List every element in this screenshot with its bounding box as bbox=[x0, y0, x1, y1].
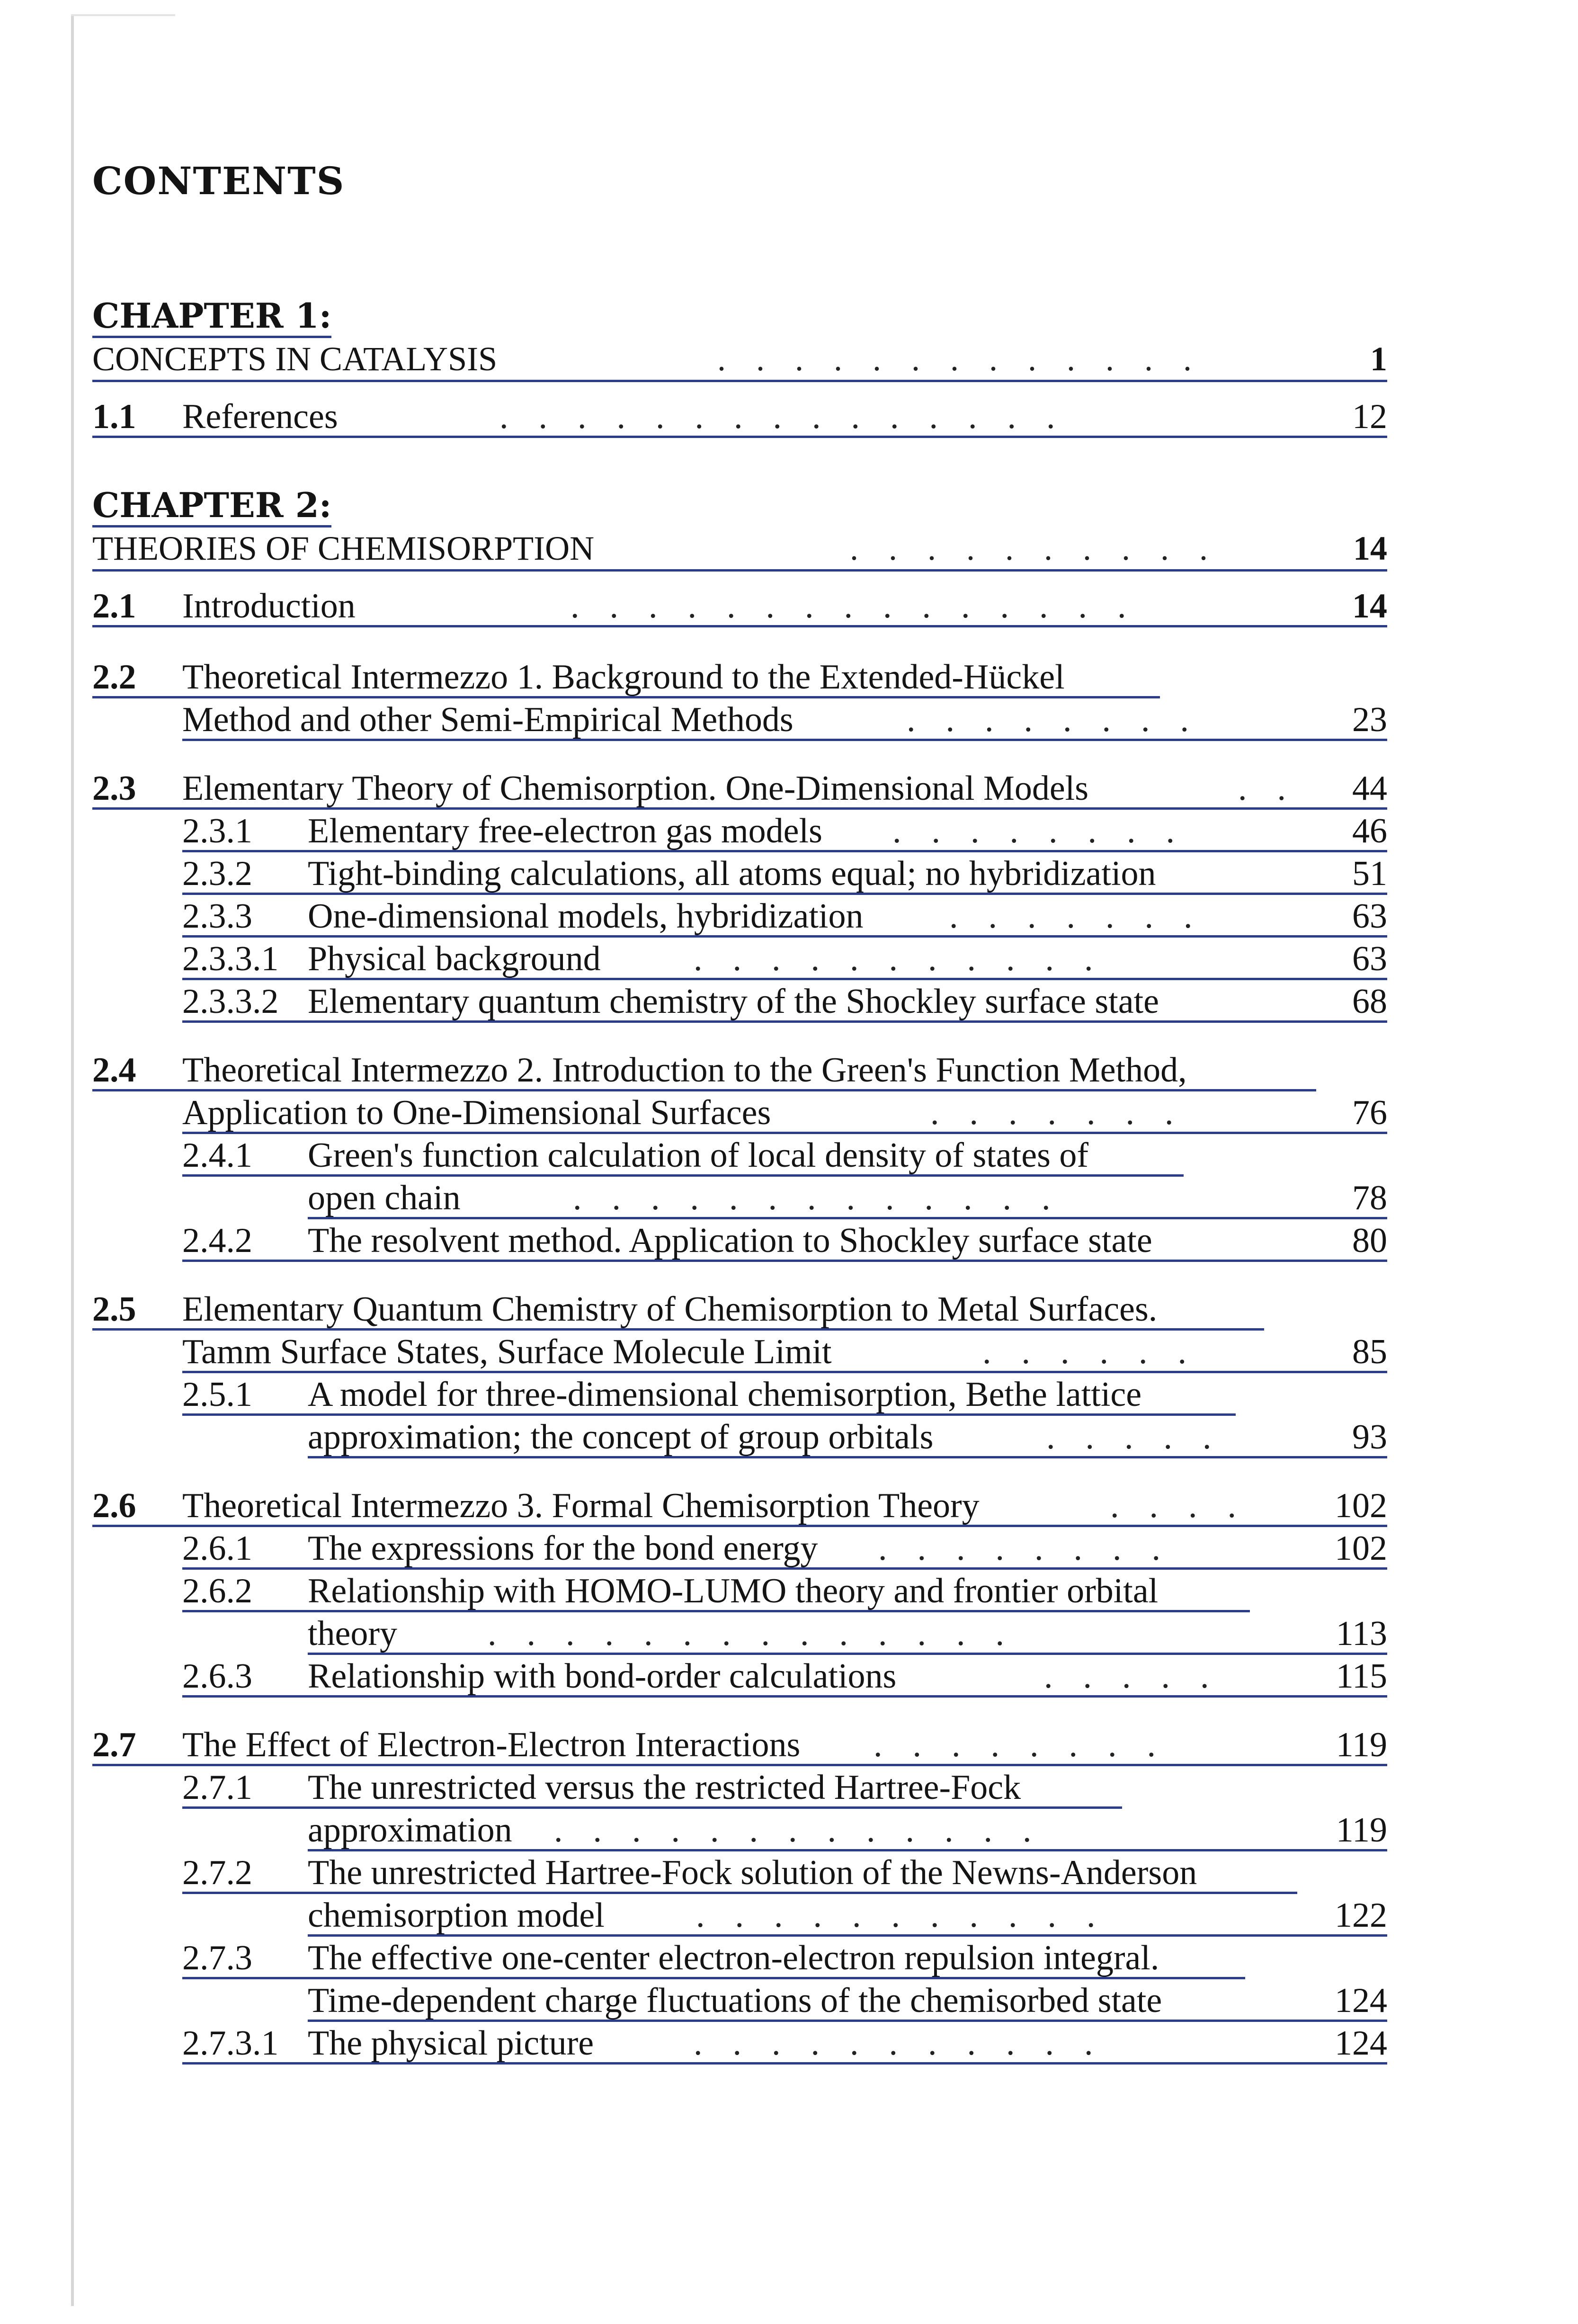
entry-number: 2.2 bbox=[92, 658, 136, 697]
toc-entry-2-6-3[interactable] bbox=[182, 1655, 1387, 1698]
entry-page: 85 bbox=[1352, 1332, 1387, 1371]
entry-page: 102 bbox=[1335, 1486, 1387, 1525]
leader-dots: ........ bbox=[874, 1725, 1186, 1764]
entry-title: Time-dependent charge fluctuations of the chemisorbed state bbox=[308, 1981, 1162, 2020]
entry-number: 2.7.1 bbox=[182, 1768, 252, 1807]
leader-dots: ........... bbox=[696, 1896, 1126, 1935]
entry-title: Tight-binding calculations, all atoms equal; no hybridization bbox=[308, 854, 1156, 893]
entry-number: 2.4.2 bbox=[182, 1221, 252, 1260]
leader-dots: ............. bbox=[573, 1179, 1081, 1217]
chapter-1-page: 1 bbox=[1370, 340, 1387, 378]
entry-title: Green's function calculation of local density of states of bbox=[308, 1136, 1089, 1175]
entry-page: 122 bbox=[1335, 1896, 1387, 1935]
leader-dots: ........ bbox=[878, 1529, 1191, 1568]
leader-dots: ............... bbox=[571, 587, 1157, 626]
entry-title: Introduction bbox=[182, 587, 356, 626]
entry-title: Relationship with bond-order calculations bbox=[308, 1657, 897, 1696]
toc-entry-2-7-3-1[interactable] bbox=[182, 2022, 1387, 2065]
chapter-1-entry[interactable] bbox=[92, 338, 1387, 382]
leader-dots: .............. bbox=[488, 1614, 1034, 1653]
toc-entry-2-4-cont[interactable] bbox=[182, 1091, 1387, 1134]
entry-title: Theoretical Intermezzo 2. Introduction to the Green's Function Method, bbox=[182, 1051, 1187, 1090]
entry-title: Application to One-Dimensional Surfaces bbox=[182, 1093, 771, 1132]
entry-number: 2.5.1 bbox=[182, 1375, 252, 1414]
entry-title: Physical background bbox=[308, 939, 601, 978]
toc-entry-2-7-2[interactable] bbox=[182, 1851, 1297, 1894]
toc-entry-2-7[interactable] bbox=[92, 1724, 1387, 1766]
page-margin-rule bbox=[71, 14, 74, 2306]
toc-entry-2-7-3-cont[interactable] bbox=[308, 1979, 1387, 2022]
entry-page: 113 bbox=[1336, 1614, 1387, 1653]
entry-title: approximation bbox=[308, 1811, 512, 1850]
entry-title: The physical picture bbox=[308, 2024, 594, 2063]
leader-dots: ..... bbox=[1044, 1657, 1239, 1696]
entry-page: 119 bbox=[1336, 1811, 1387, 1850]
entry-title: open chain bbox=[308, 1179, 461, 1217]
entry-page: 44 bbox=[1352, 769, 1387, 808]
entry-number: 2.4 bbox=[92, 1051, 136, 1090]
toc-entry-2-5-cont[interactable] bbox=[182, 1331, 1387, 1373]
entry-page: 14 bbox=[1352, 587, 1387, 626]
leader-dots: .......... bbox=[850, 529, 1238, 567]
entry-title: Elementary quantum chemistry of the Shockley surface state bbox=[308, 982, 1159, 1021]
page-title: CONTENTS bbox=[92, 159, 345, 203]
leader-dots: ........... bbox=[694, 939, 1123, 978]
entry-title: References bbox=[182, 397, 338, 436]
chapter-1-title: CONCEPTS IN CATALYSIS bbox=[92, 340, 498, 378]
entry-page: 12 bbox=[1352, 397, 1387, 436]
entry-title: The unrestricted versus the restricted Hartree-Fock bbox=[308, 1768, 1021, 1807]
toc-entry-2-7-1[interactable] bbox=[182, 1766, 1122, 1809]
chapter-2-title: THEORIES OF CHEMISORPTION bbox=[92, 529, 595, 567]
toc-entry-2-7-3[interactable] bbox=[182, 1937, 1245, 1979]
entry-page: 68 bbox=[1352, 982, 1387, 1021]
leader-dots: ...... bbox=[982, 1332, 1217, 1371]
toc-entry-2-4-1-cont[interactable] bbox=[308, 1177, 1387, 1219]
entry-number: 2.3.3.2 bbox=[182, 982, 279, 1021]
leader-dots: .. bbox=[1238, 769, 1316, 808]
entry-title: chemisorption model bbox=[308, 1896, 605, 1935]
entry-number: 2.6.3 bbox=[182, 1657, 252, 1696]
toc-entry-2-7-1-cont[interactable] bbox=[308, 1809, 1387, 1851]
entry-page: 80 bbox=[1352, 1221, 1387, 1260]
entry-page: 93 bbox=[1352, 1418, 1387, 1457]
entry-number: 2.7 bbox=[92, 1725, 136, 1764]
toc-entry-2-5-1[interactable] bbox=[182, 1373, 1236, 1416]
entry-title: Elementary Quantum Chemistry of Chemisorption to Metal Surfaces. bbox=[182, 1290, 1158, 1329]
entry-number: 2.3.1 bbox=[182, 812, 252, 850]
leader-dots: ........ bbox=[892, 812, 1205, 850]
entry-page: 119 bbox=[1336, 1725, 1387, 1764]
entry-page: 76 bbox=[1352, 1093, 1387, 1132]
toc-entry-2-3-3-1[interactable] bbox=[182, 938, 1387, 980]
entry-number: 2.4.1 bbox=[182, 1136, 252, 1175]
entry-page: 115 bbox=[1336, 1657, 1387, 1696]
leader-dots: .... bbox=[1110, 1486, 1266, 1525]
toc-entry-1-1[interactable] bbox=[92, 395, 1387, 438]
toc-entry-2-4-2[interactable] bbox=[182, 1219, 1387, 1262]
entry-number: 2.5 bbox=[92, 1290, 136, 1329]
chapter-2-label: CHAPTER 2: bbox=[92, 485, 331, 527]
toc-entry-2-3-2[interactable] bbox=[182, 852, 1387, 895]
entry-page: 102 bbox=[1335, 1529, 1387, 1568]
toc-entry-2-3-3[interactable] bbox=[182, 895, 1387, 938]
chapter-2 bbox=[92, 485, 1387, 572]
entry-page: 23 bbox=[1352, 700, 1387, 739]
toc-entry-2-6-2[interactable] bbox=[182, 1570, 1250, 1612]
toc-entry-2-2[interactable] bbox=[92, 656, 1160, 698]
entry-title: Theoretical Intermezzo 3. Formal Chemisorption Theory bbox=[182, 1486, 980, 1525]
entry-number: 2.6.2 bbox=[182, 1572, 252, 1610]
entry-number: 2.6.1 bbox=[182, 1529, 252, 1568]
toc-entry-2-3-3-2[interactable] bbox=[182, 980, 1387, 1023]
entry-number: 2.7.2 bbox=[182, 1853, 252, 1892]
entry-number: 2.7.3.1 bbox=[182, 2024, 279, 2063]
entry-title: Theoretical Intermezzo 1. Background to the Extended-Hückel bbox=[182, 658, 1065, 697]
toc-entry-2-5[interactable] bbox=[92, 1288, 1264, 1331]
entry-number: 1.1 bbox=[92, 397, 136, 436]
entry-title: One-dimensional models, hybridization bbox=[308, 897, 864, 936]
entry-title: Relationship with HOMO-LUMO theory and frontier orbital bbox=[308, 1572, 1159, 1610]
entry-page: 46 bbox=[1352, 812, 1387, 850]
entry-title: The effective one-center electron-electron repulsion integral. bbox=[308, 1939, 1159, 1977]
entry-title: approximation; the concept of group orbitals bbox=[308, 1418, 934, 1457]
entry-title: The Effect of Electron-Electron Interactions bbox=[182, 1725, 801, 1764]
toc-entry-2-5-1-cont[interactable] bbox=[308, 1416, 1387, 1458]
page-corner-rule bbox=[71, 14, 175, 16]
chapter-2-page: 14 bbox=[1353, 529, 1387, 567]
leader-dots: ............. bbox=[717, 340, 1222, 378]
toc-entry-2-6-2-cont[interactable] bbox=[308, 1612, 1387, 1655]
entry-title: theory bbox=[308, 1614, 398, 1653]
entry-title: Elementary free-electron gas models bbox=[308, 812, 822, 850]
entry-number: 2.7.3 bbox=[182, 1939, 252, 1977]
entry-title: Tamm Surface States, Surface Molecule Limit bbox=[182, 1332, 832, 1371]
toc-entry-2-6-1[interactable] bbox=[182, 1527, 1387, 1570]
toc-entry-2-3[interactable] bbox=[92, 767, 1387, 810]
toc-entry-2-4-1[interactable] bbox=[182, 1134, 1184, 1177]
leader-dots: ........ bbox=[907, 700, 1219, 739]
entry-page: 78 bbox=[1352, 1179, 1387, 1217]
entry-number: 2.3 bbox=[92, 769, 136, 808]
chapter-1 bbox=[92, 296, 1387, 382]
toc-entry-2-2-cont[interactable] bbox=[182, 698, 1387, 741]
entry-page: 63 bbox=[1352, 939, 1387, 978]
entry-page: 63 bbox=[1352, 897, 1387, 936]
chapter-2-entry[interactable] bbox=[92, 527, 1387, 572]
entry-title: The resolvent method. Application to Shockley surface state bbox=[308, 1221, 1152, 1260]
entry-number: 2.6 bbox=[92, 1486, 136, 1525]
leader-dots: ........... bbox=[694, 2024, 1123, 2063]
entry-title: Elementary Theory of Chemisorption. One-Dimensional Models bbox=[182, 769, 1089, 808]
toc-entry-2-1[interactable] bbox=[92, 585, 1387, 627]
toc-entry-2-4[interactable] bbox=[92, 1049, 1316, 1091]
entry-page: 124 bbox=[1335, 2024, 1387, 2063]
toc-entry-2-3-1[interactable] bbox=[182, 810, 1387, 852]
entry-title: The unrestricted Hartree-Fock solution of the Newns-Anderson bbox=[308, 1853, 1197, 1892]
leader-dots: ....... bbox=[930, 1093, 1204, 1132]
entry-page: 51 bbox=[1352, 854, 1387, 893]
entry-number: 2.3.2 bbox=[182, 854, 252, 893]
entry-number: 2.3.3.1 bbox=[182, 939, 279, 978]
entry-title: A model for three-dimensional chemisorption, Bethe lattice bbox=[308, 1375, 1142, 1414]
leader-dots: ............... bbox=[499, 397, 1086, 436]
toc-entry-2-7-2-cont[interactable] bbox=[308, 1894, 1387, 1937]
entry-number: 2.3.3 bbox=[182, 897, 252, 936]
toc-entry-2-6[interactable] bbox=[92, 1484, 1387, 1527]
entry-page: 124 bbox=[1335, 1981, 1387, 2020]
entry-number: 2.1 bbox=[92, 587, 136, 626]
entry-title: The expressions for the bond energy bbox=[308, 1529, 818, 1568]
entry-title: Method and other Semi-Empirical Methods bbox=[182, 700, 793, 739]
leader-dots: ............. bbox=[554, 1811, 1062, 1850]
leader-dots: ..... bbox=[1046, 1418, 1242, 1457]
chapter-1-label: CHAPTER 1: bbox=[92, 296, 331, 338]
leader-dots: ....... bbox=[949, 897, 1223, 936]
